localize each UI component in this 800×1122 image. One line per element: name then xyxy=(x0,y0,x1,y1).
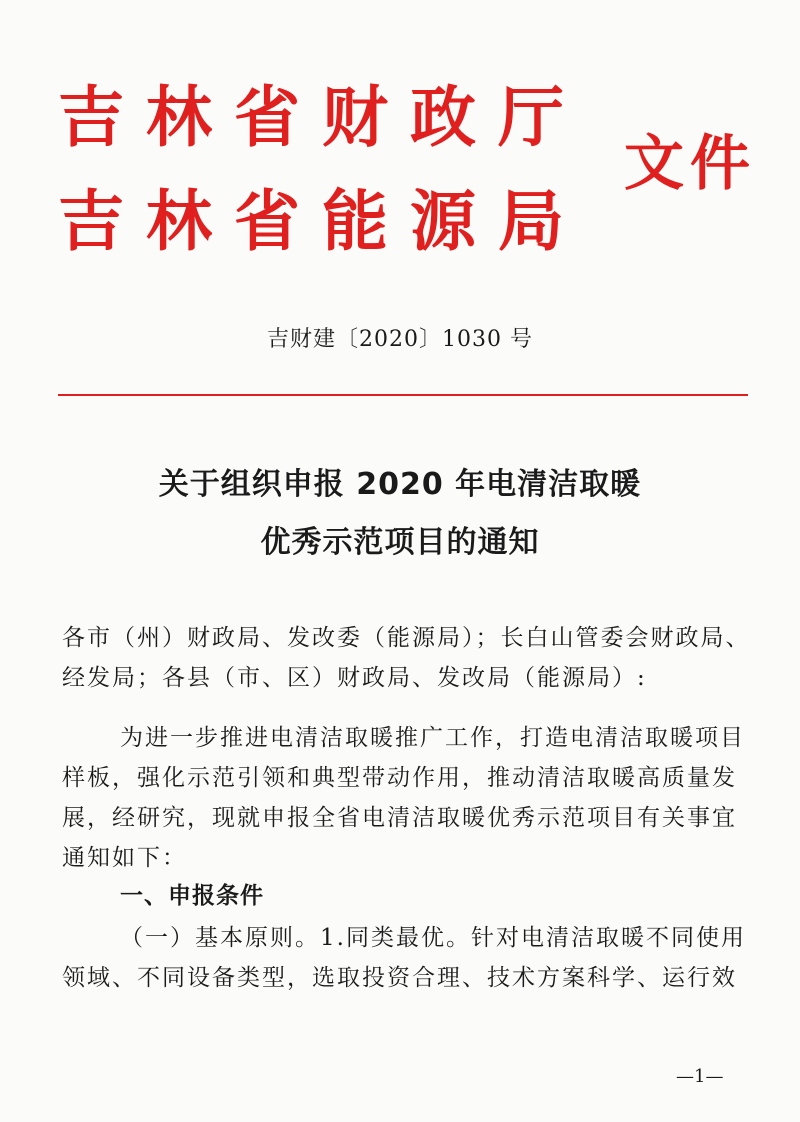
document-number: 吉财建〔2020〕1030 号 xyxy=(267,327,533,352)
addressee: 各市（州）财政局、发改委（能源局）；长白山管委会财政局、经发局；各县（市、区）财政局、发改局（能源局）: xyxy=(62,625,751,691)
issuer-energy-bureau: 吉林省能源局 xyxy=(58,182,586,260)
body-paragraph: 为进一步推进电清洁取暖推广工作，打造电清洁取暖项目样板，强化示范引领和典型带动作用，推动清洁取暖高质量发展，经研究，现就申报全省电清洁取暖优秀示范项目有关事宜通知如下： xyxy=(62,725,745,871)
notice-title-line-2: 优秀示范项目的通知 xyxy=(260,525,540,560)
page-number: —1— xyxy=(676,1066,724,1087)
red-divider-line xyxy=(58,394,748,396)
issuer-finance-department: 吉林省财政厅 xyxy=(58,78,586,156)
section-heading: 一、申报条件 xyxy=(120,883,264,909)
principle-paragraph: （一）基本原则。1.同类最优。针对电清洁取暖不同使用领域、不同设备类型，选取投资合理、技术方案科学、运行效 xyxy=(62,925,746,991)
notice-title-line-1: 关于组织申报 2020 年电清洁取暖 xyxy=(158,467,642,502)
document-type-label: 文件 xyxy=(624,129,756,199)
